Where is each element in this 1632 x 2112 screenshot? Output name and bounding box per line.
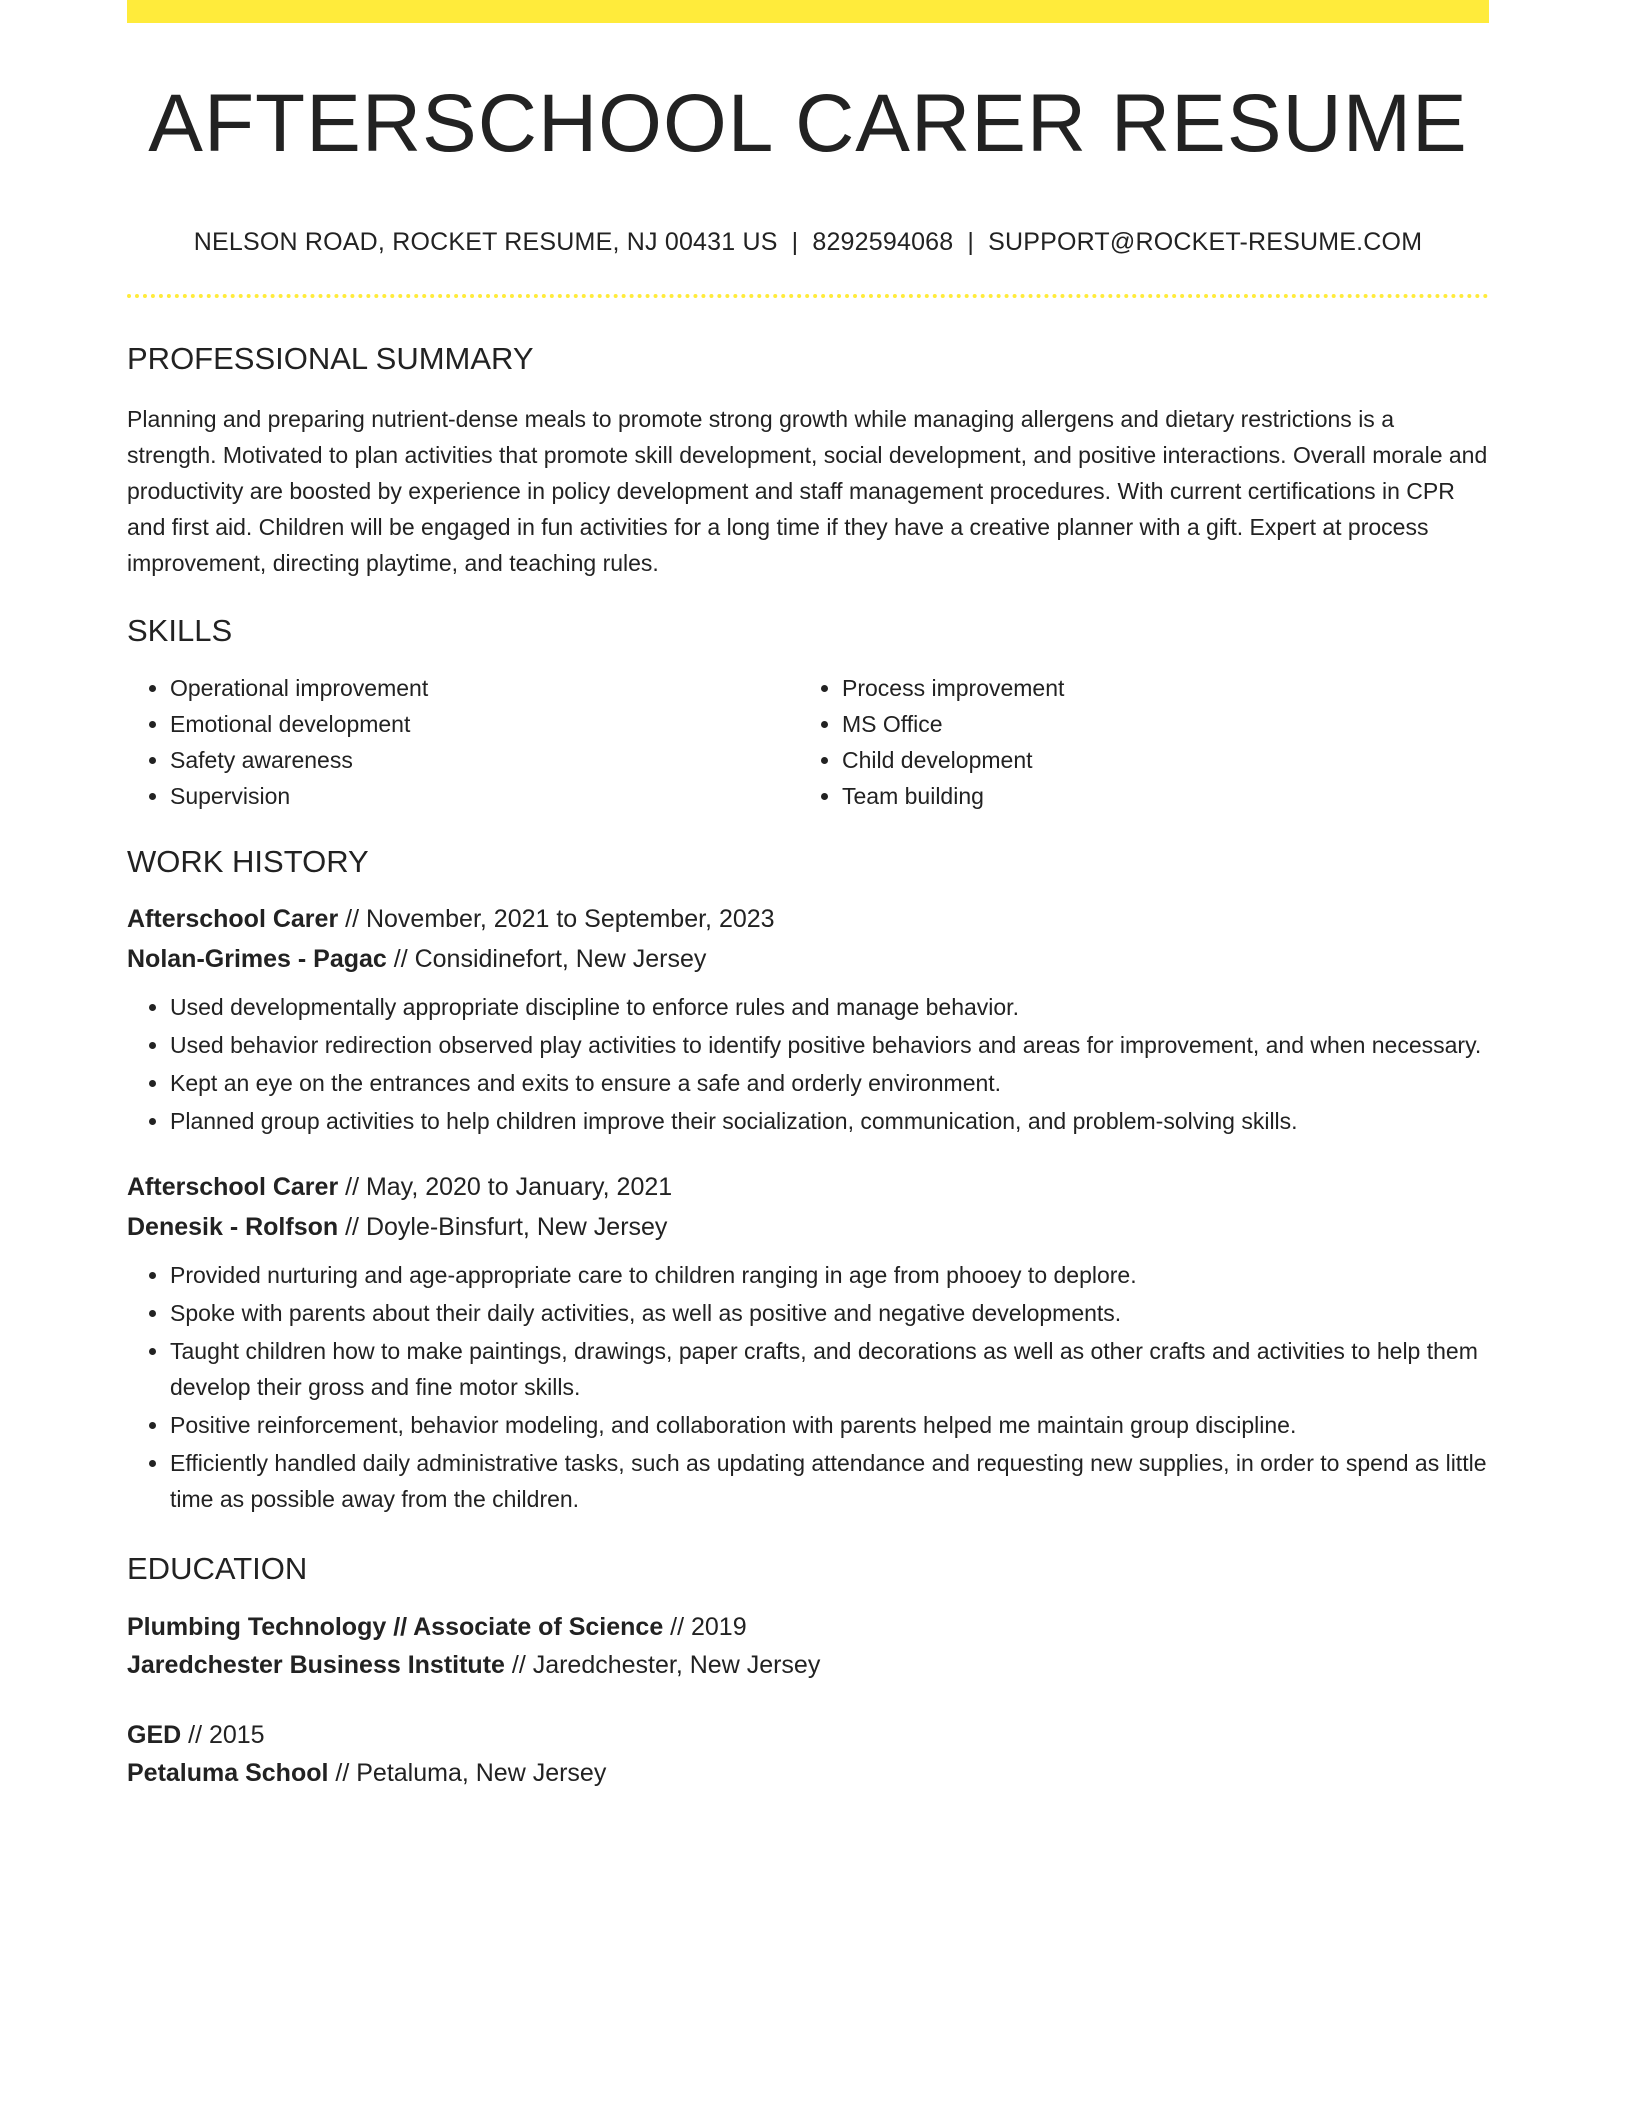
job-bullet: • Provided nurturing and age-appropriate care to children ranging in age from phooey to deplore. bbox=[170, 1257, 1489, 1293]
job-title: Afterschool Carer bbox=[127, 905, 339, 933]
education-degree-line bbox=[127, 1608, 1489, 1646]
accent-bar bbox=[127, 0, 1489, 23]
skill-item: • Child development bbox=[842, 742, 1471, 778]
skill-item: • Safety awareness bbox=[170, 742, 799, 778]
contact-address: NELSON ROAD, ROCKET RESUME, NJ 00431 US bbox=[193, 228, 778, 256]
education-entry bbox=[127, 1608, 1489, 1684]
contact-email: SUPPORT@ROCKET-RESUME.COM bbox=[988, 228, 1423, 256]
education-year: // 2019 bbox=[663, 1613, 747, 1641]
skill-item: • MS Office bbox=[842, 706, 1471, 742]
job-entry bbox=[127, 899, 1489, 1139]
contact-separator: | bbox=[791, 228, 799, 256]
job-company: Nolan-Grimes - Pagac bbox=[127, 945, 387, 973]
summary-heading: PROFESSIONAL SUMMARY bbox=[127, 341, 534, 376]
skills-heading: SKILLS bbox=[127, 613, 233, 648]
job-entry bbox=[127, 1167, 1489, 1517]
job-bullets bbox=[127, 1257, 1489, 1517]
job-bullet: • Used behavior redirection observed play activities to identify positive behaviors and areas for improvement, and when necessary. bbox=[170, 1027, 1489, 1063]
job-title-line bbox=[127, 1167, 1489, 1207]
education-school: Petaluma School bbox=[127, 1759, 329, 1787]
job-location: // Considinefort, New Jersey bbox=[386, 945, 707, 973]
job-dates: // November, 2021 to September, 2023 bbox=[338, 905, 775, 933]
job-company-line bbox=[127, 939, 1489, 979]
education-school-line bbox=[127, 1754, 1489, 1792]
job-company: Denesik - Rolfson bbox=[127, 1213, 339, 1241]
skill-item: • Supervision bbox=[170, 778, 799, 814]
job-bullet: • Used developmentally appropriate discipline to enforce rules and manage behavior. bbox=[170, 989, 1489, 1025]
skills-column-left bbox=[127, 670, 799, 814]
job-dates: // May, 2020 to January, 2021 bbox=[338, 1173, 673, 1201]
job-company-line bbox=[127, 1207, 1489, 1247]
dotted-divider bbox=[127, 294, 1489, 298]
education-year: // 2015 bbox=[181, 1721, 265, 1749]
job-bullets bbox=[127, 989, 1489, 1139]
job-title-line bbox=[127, 899, 1489, 939]
skills-list bbox=[127, 670, 1489, 814]
contact-phone: 8292594068 bbox=[812, 228, 954, 256]
education-degree-line bbox=[127, 1716, 1489, 1754]
skill-item: • Emotional development bbox=[170, 706, 799, 742]
work-history-heading: WORK HISTORY bbox=[127, 844, 369, 879]
job-title: Afterschool Carer bbox=[127, 1173, 339, 1201]
skill-item: • Operational improvement bbox=[170, 670, 799, 706]
contact-line bbox=[127, 228, 1489, 257]
education-entry bbox=[127, 1716, 1489, 1792]
job-location: // Doyle-Binsfurt, New Jersey bbox=[338, 1213, 668, 1241]
job-bullet: • Kept an eye on the entrances and exits to ensure a safe and orderly environment. bbox=[170, 1065, 1489, 1101]
skills-column-right bbox=[799, 670, 1471, 814]
education-school-line bbox=[127, 1646, 1489, 1684]
skill-item: • Team building bbox=[842, 778, 1471, 814]
education-location: // Petaluma, New Jersey bbox=[328, 1759, 607, 1787]
resume-page bbox=[127, 0, 1489, 1792]
job-bullet: • Taught children how to make paintings, drawings, paper crafts, and decorations as well as other crafts and activities to help them develop their gross and fine motor skills. bbox=[170, 1333, 1489, 1405]
education-school: Jaredchester Business Institute bbox=[127, 1651, 505, 1679]
education-degree: GED bbox=[127, 1721, 182, 1749]
job-bullet: • Planned group activities to help children improve their socialization, communication, and problem-solving skills. bbox=[170, 1103, 1489, 1139]
job-bullet: • Spoke with parents about their daily activities, as well as positive and negative developments. bbox=[170, 1295, 1489, 1331]
education-location: // Jaredchester, New Jersey bbox=[504, 1651, 821, 1679]
resume-title: AFTERSCHOOL CARER RESUME bbox=[148, 78, 1468, 169]
education-heading: EDUCATION bbox=[127, 1551, 308, 1586]
job-bullet: • Efficiently handled daily administrative tasks, such as updating attendance and requesting new supplies, in order to spend as little time as possible away from the children. bbox=[170, 1445, 1489, 1517]
education-degree: Plumbing Technology // Associate of Science bbox=[127, 1613, 664, 1641]
skill-item: • Process improvement bbox=[842, 670, 1471, 706]
job-bullet: • Positive reinforcement, behavior modeling, and collaboration with parents helped me maintain group discipline. bbox=[170, 1407, 1489, 1443]
summary-text: Planning and preparing nutrient-dense meals to promote strong growth while managing allergens and dietary restrictions is a strength. Motivated to plan activities that promote skill development, social development, and positive interactions. Overall morale and productivity are boosted by experience in policy development and staff management procedures. With current certifications in CPR and first aid. Children will be engaged in fun activities for a long time if they have a creative planner with a gift. Expert at process improvement, directing playtime, and teaching rules. bbox=[127, 406, 1488, 576]
contact-separator: | bbox=[967, 228, 975, 256]
